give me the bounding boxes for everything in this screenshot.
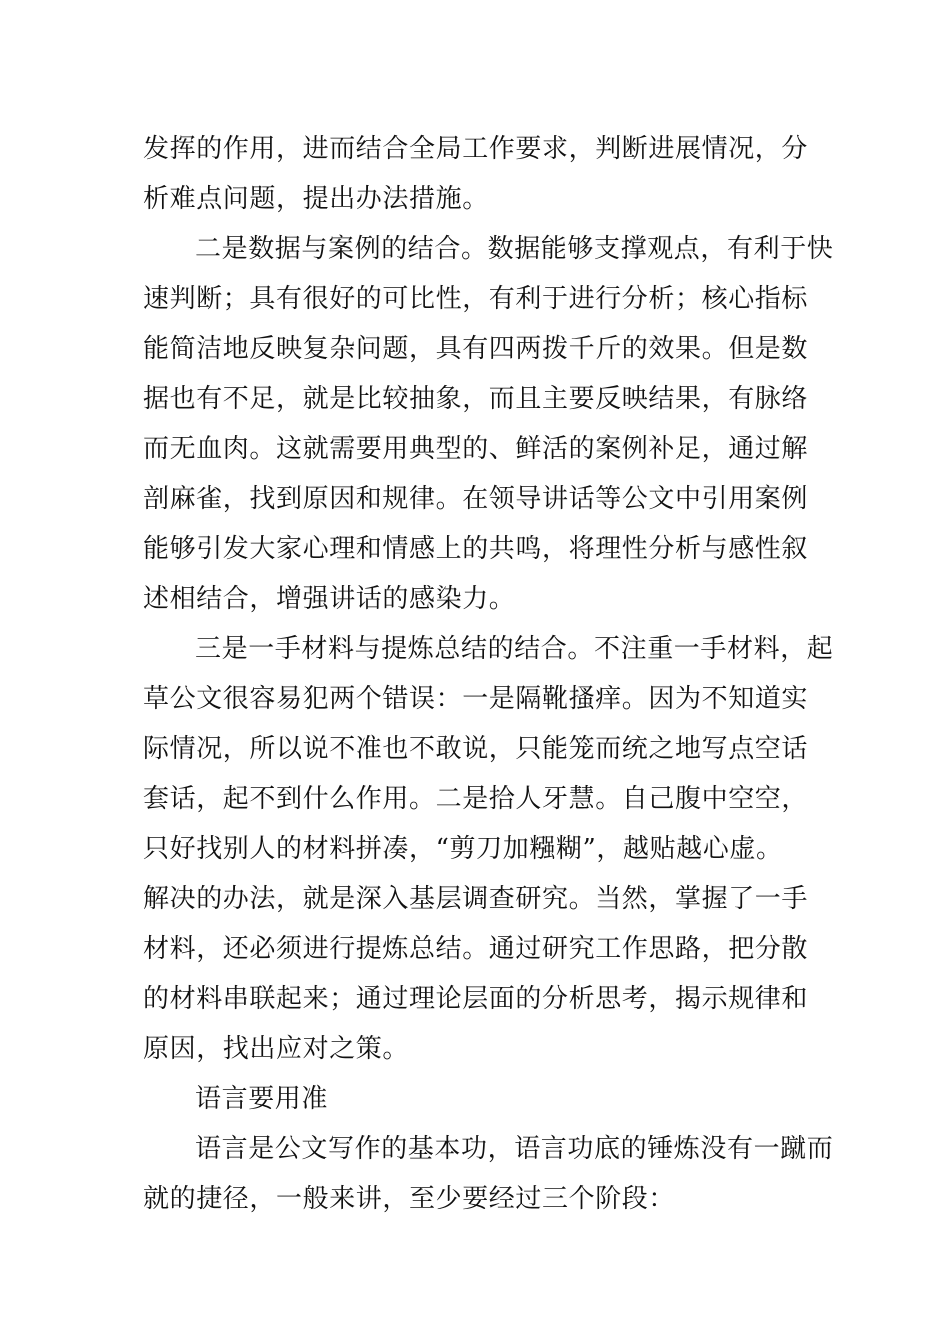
text-line: 的材料串联起来；通过理论层面的分析思考，揭示规律和 — [143, 984, 809, 1014]
text-line: 际情况，所以说不准也不敢说，只能笼而统之地写点空话 — [143, 734, 809, 764]
text-line: 材料，还必须进行提炼总结。通过研究工作思路，把分散 — [143, 934, 809, 964]
paragraph-start-line: 三是一手材料与提炼总结的结合。不注重一手材料，起 — [195, 634, 834, 664]
text-line: 就的捷径，一般来讲，至少要经过三个阶段： — [143, 1184, 676, 1214]
document-page — [143, 124, 834, 1224]
text-line: 述相结合，增强讲话的感染力。 — [143, 584, 516, 614]
text-line: 剖麻雀，找到原因和规律。在领导讲话等公文中引用案例 — [143, 484, 809, 514]
text-line: 原因，找出应对之策。 — [143, 1034, 410, 1064]
text-line: 只好找别人的材料拼凑，“剪刀加糨糊”，越贴越心虚。 — [143, 834, 783, 864]
text-line: 速判断；具有很好的可比性，有利于进行分析；核心指标 — [143, 284, 809, 314]
text-line: 能够引发大家心理和情感上的共鸣，将理性分析与感性叙 — [143, 534, 809, 564]
text-line: 发挥的作用，进而结合全局工作要求，判断进展情况，分 — [143, 134, 809, 164]
paragraph-start-line: 语言是公文写作的基本功，语言功底的锤炼没有一蹴而 — [195, 1134, 834, 1164]
text-line: 析难点问题，提出办法措施。 — [143, 184, 489, 214]
text-line: 草公文很容易犯两个错误：一是隔靴搔痒。因为不知道实 — [143, 684, 809, 714]
text-line: 据也有不足，就是比较抽象，而且主要反映结果，有脉络 — [143, 384, 809, 414]
paragraph-start-line: 二是数据与案例的结合。数据能够支撑观点，有利于快 — [195, 234, 834, 264]
section-heading: 语言要用准 — [195, 1084, 329, 1114]
text-line: 而无血肉。这就需要用典型的、鲜活的案例补足，通过解 — [143, 434, 809, 464]
text-line: 套话，起不到什么作用。二是拾人牙慧。自己腹中空空， — [143, 784, 809, 814]
text-line: 能简洁地反映复杂问题，具有四两拨千斤的效果。但是数 — [143, 334, 809, 364]
text-line: 解决的办法，就是深入基层调查研究。当然，掌握了一手 — [143, 884, 809, 914]
